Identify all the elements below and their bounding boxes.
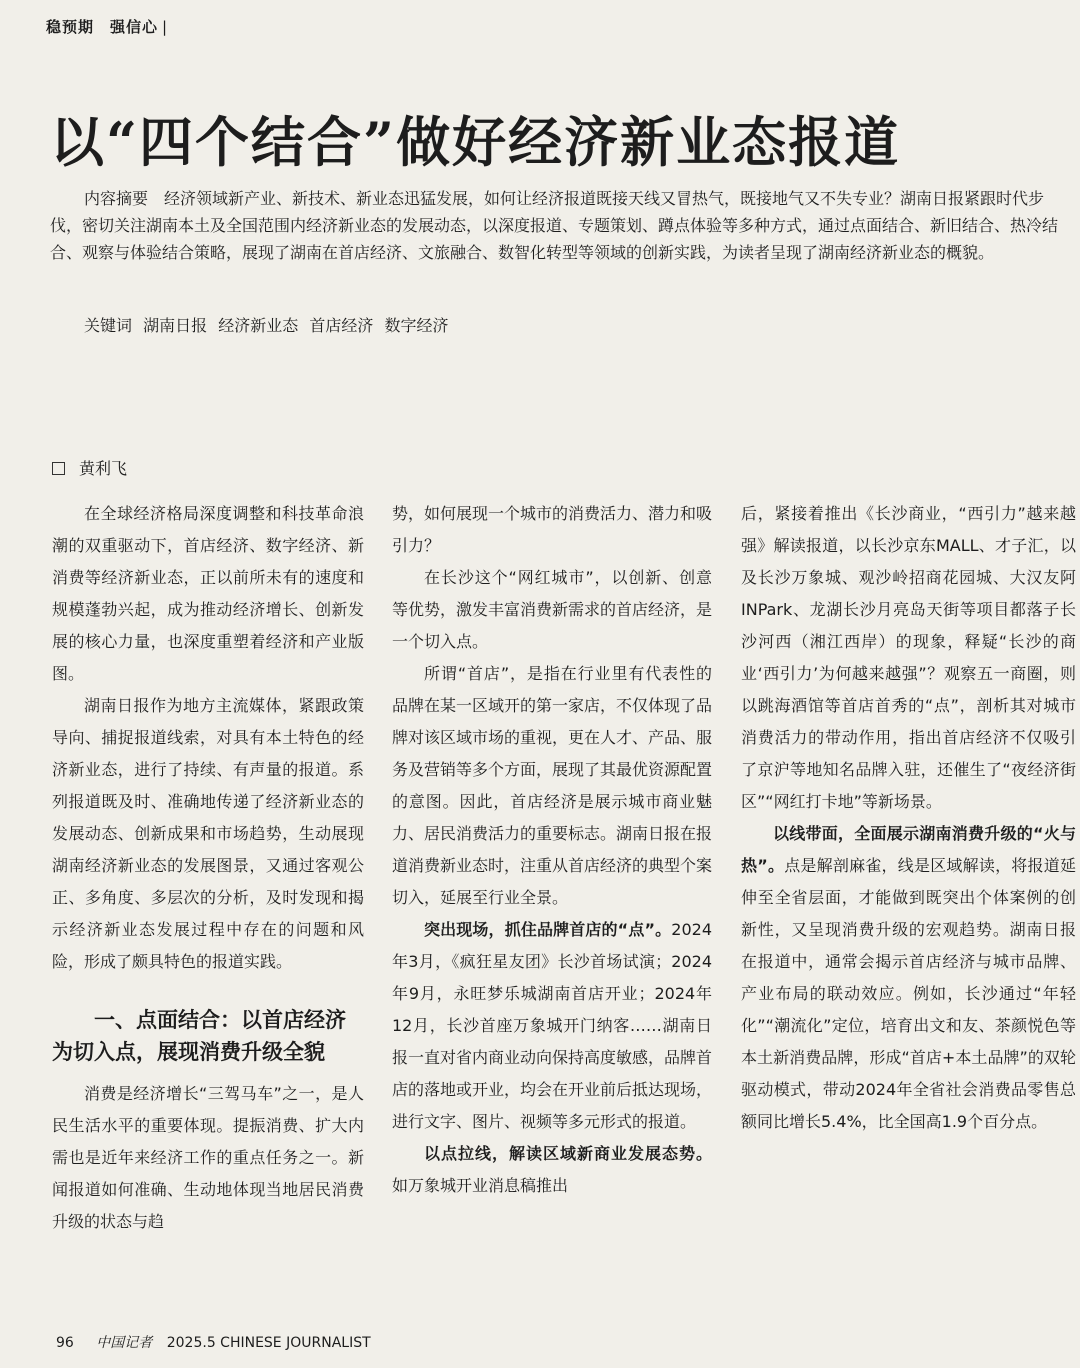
paragraph: 以点拉线，解读区域新商业发展态势。如万象城开业消息稿推出 <box>392 1144 712 1195</box>
abstract <box>50 185 1060 266</box>
keywords-label: 关键词 <box>84 316 133 335</box>
square-bullet-icon <box>52 462 65 475</box>
body-column-3 <box>741 498 1076 1138</box>
keyword-item: 首店经济 <box>309 316 374 335</box>
paragraph: 后，紧接着推出《长沙商业，“西引力”越来越强》解读报道，以长沙京东MALL、才子汇，以及长沙万象城、观沙岭招商花园城、大汉友阿INPark、龙湖长沙月亮岛天街等项目都落子长沙河西（湘江西岸）的现象，释疑“长沙的商业‘西引力’为何越来越强”？观察五一商圈，则以跳海酒馆等首店首秀的“点”，剖析其对城市消费活力的带动作用，指出首店经济不仅吸引了京沪等地知名品牌入驻，还催生了“夜经济街区”“网红打卡地”等新场景。 <box>741 504 1076 811</box>
paragraph: 在长沙这个“网红城市”，以创新、创意等优势，激发丰富消费新需求的首店经济，是一个切入点。 <box>392 568 713 651</box>
abstract-text: 经济领域新产业、新技术、新业态迅猛发展，如何让经济报道既接天线又冒热气，既接地气又不失专业？湖南日报紧跟时代步伐，密切关注湖南本土及全国范围内经济新业态的发展动态，以深度报道、专题策划、蹲点体验等多种方式，通过点面结合、新旧结合、热冷结合、观察与体验结合策略，展现了湖南在首店经济、文旅融合、数智化转型等领域的创新实践，为读者呈现了湖南经济新业态的概貌。 <box>50 189 1059 262</box>
keywords <box>84 313 454 336</box>
paragraph-lead: 以线带面，全面展示湖南消费升级的“火与热”。 <box>741 824 1076 875</box>
author <box>52 456 127 479</box>
section-heading: 一、点面结合：以首店经济为切入点，展现消费升级全貌 <box>52 1008 346 1064</box>
journal-logo: 中国记者 <box>96 1335 153 1351</box>
paragraph: 消费是经济增长“三驾马车”之一，是人民生活水平的重要体现。提振消费、扩大内需也是近年来经济工作的重点任务之一。新闻报道如何准确、生动地体现当地居民消费升级的状态与趋 <box>52 1084 364 1231</box>
paragraph: 所谓“首店”，是指在行业里有代表性的品牌在某一区域开的第一家店，不仅体现了品牌对该区域市场的重视，更在人才、产品、服务及营销等多个方面，展现了其最优资源配置的意图。因此，首店经济是展示城市商业魅力、居民消费活力的重要标志。湖南日报在报道消费新业态时，注重从首店经济的典型个案切入，延展至行业全景。 <box>392 664 713 907</box>
page-number: 96 <box>56 1335 74 1351</box>
abstract-label: 内容摘要 <box>84 189 149 208</box>
page-footer <box>56 1332 371 1352</box>
author-name: 黄利飞 <box>79 459 128 478</box>
paragraph: 湖南日报作为地方主流媒体，紧跟政策导向、捕捉报道线索，对具有本土特色的经济新业态，进行了持续、有声量的报道。系列报道既及时、准确地传递了经济新业态的发展动态、创新成果和市场趋势，生动展现湖南经济新业态的发展图景，又通过客观公正、多角度、多层次的分析，及时发现和揭示经济新业态发展过程中存在的问题和风险，形成了颇具特色的报道实践。 <box>52 696 364 971</box>
keyword-item: 湖南日报 <box>143 316 208 335</box>
keyword-item: 数字经济 <box>384 316 449 335</box>
section-tag: 稳预期 强信心 | <box>46 18 169 36</box>
body-column-1 <box>52 498 364 1238</box>
paragraph: 以线带面，全面展示湖南消费升级的“火与热”。点是解剖麻雀，线是区域解读，将报道延伸至全省层面，才能做到既突出个体案例的创新性，又呈现消费升级的宏观趋势。湖南日报在报道中，通常会揭示首店经济与城市品牌、产业布局的联动效应。例如，长沙通过“年轻化”“潮流化”定位，培育出文和友、茶颜悦色等本土新消费品牌，形成“首店+本土品牌”的双轮驱动模式，带动2024年全省社会消费品零售总额同比增长5.4%，比全国高1.9个百分点。 <box>741 824 1076 1131</box>
body-column-2 <box>392 498 712 1202</box>
keyword-item: 经济新业态 <box>218 316 299 335</box>
article-title: 以“四个结合”做好经济新业态报道 <box>50 110 901 174</box>
issue-info: 2025.5 CHINESE JOURNALIST <box>166 1335 371 1351</box>
paragraph: 突出现场，抓住品牌首店的“点”。2024年3月，《疯狂星友团》长沙首场试演；2024年9月，永旺梦乐城湖南首店开业；2024年12月，长沙首座万象城开门纳客……湖南日报一直对省内商业动向保持高度敏感，品牌首店的落地或开业，均会在开业前后抵达现场，进行文字、图片、视频等多元形式的报道。 <box>392 920 713 1131</box>
paragraph-lead: 以点拉线，解读区域新商业发展态势。 <box>424 1144 712 1163</box>
paragraph-lead: 突出现场，抓住品牌首店的“点”。 <box>424 920 672 939</box>
paragraph: 在全球经济格局深度调整和科技革命浪潮的双重驱动下，首店经济、数字经济、新消费等经济新业态，正以前所未有的速度和规模蓬勃兴起，成为推动经济增长、创新发展的核心力量，也深度重塑着经济和产业版图。 <box>52 504 364 683</box>
paragraph: 势，如何展现一个城市的消费活力、潜力和吸引力？ <box>392 504 713 555</box>
